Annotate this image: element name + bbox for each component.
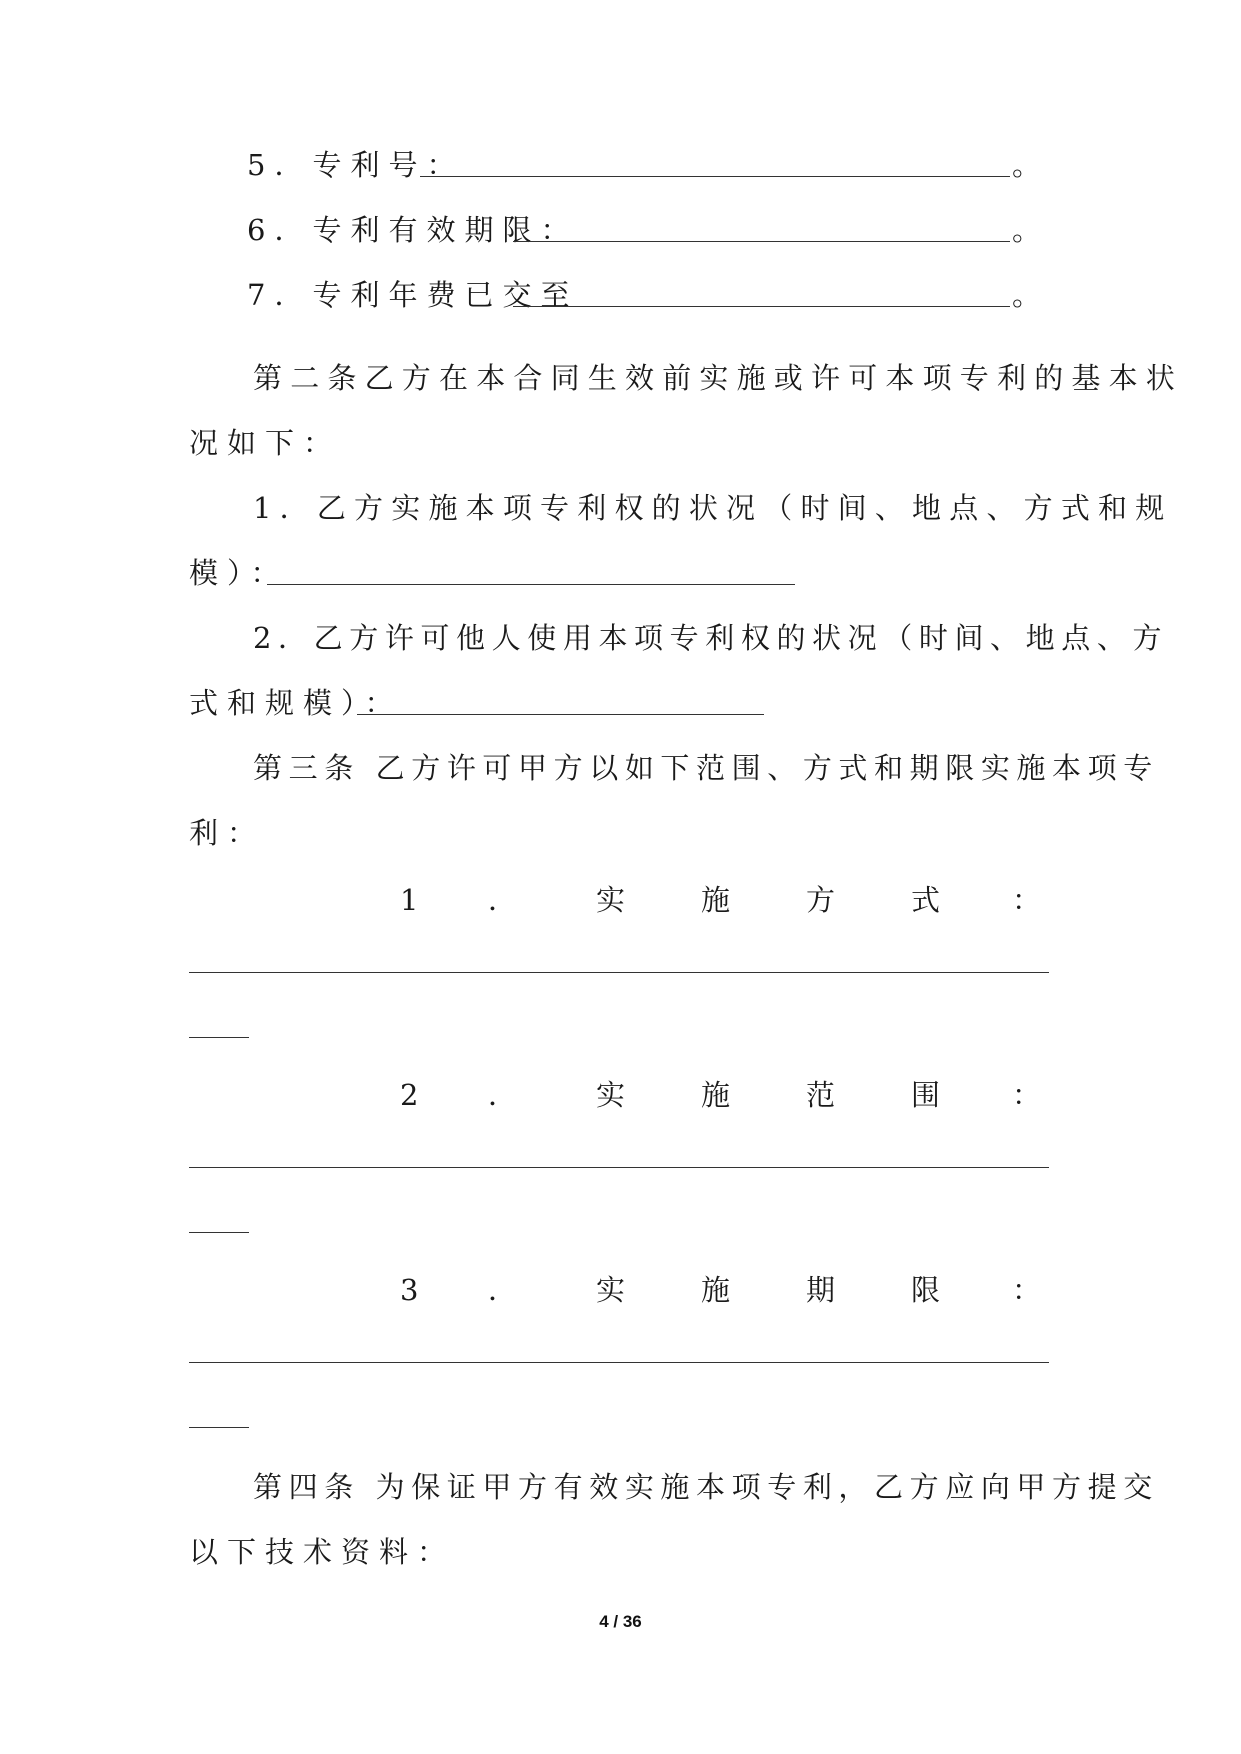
fill-in-blank [513, 306, 1010, 307]
item-dot: ． [488, 883, 518, 917]
fill-in-rule [189, 1362, 1049, 1363]
fill-in-rule-end [189, 1427, 249, 1428]
item-char: 施 [701, 1273, 731, 1307]
item-char: 范 [806, 1078, 836, 1112]
item-char: 限 [911, 1273, 941, 1307]
paragraph-text: 以下技术资料： [189, 1535, 456, 1569]
paragraph-text: 第四条 为保证甲方有效实施本项专利，乙方应向甲方提交 [253, 1470, 1159, 1504]
fill-in-blank [267, 584, 795, 585]
item-dot: ． [488, 1273, 518, 1307]
paragraph-text: 况如下： [189, 426, 342, 460]
item-end-mark: 。 [1012, 213, 1042, 247]
fill-in-rule [189, 1167, 1049, 1168]
paragraph-text: 2．乙方许可他人使用本项专利权的状况（时间、地点、方 [253, 621, 1169, 655]
fill-in-blank [513, 241, 1010, 242]
paragraph-text: 模）： [189, 556, 289, 590]
item-label: 7．专利年费已交至 [247, 278, 579, 312]
page-number: 4 / 36 [599, 1612, 642, 1631]
item-char: 施 [701, 1078, 731, 1112]
item-number: 2 [400, 1078, 419, 1112]
item-char: 施 [701, 883, 731, 917]
fill-in-rule-end [189, 1232, 249, 1233]
item-char: 方 [806, 883, 836, 917]
paragraph-text: 第二条乙方在本合同生效前实施或许可本项专利的基本状 [253, 361, 1184, 395]
paragraph-text: 1．乙方实施本项专利权的状况（时间、地点、方式和规 [253, 491, 1173, 525]
fill-in-blank [420, 176, 1010, 177]
item-number: 1 [400, 883, 419, 917]
item-colon: ： [1012, 883, 1042, 917]
fill-in-rule [189, 972, 1049, 973]
item-colon: ： [1012, 1273, 1042, 1307]
item-char: 实 [596, 883, 626, 917]
item-char: 实 [596, 1273, 626, 1307]
item-end-mark: 。 [1012, 148, 1042, 182]
paragraph-text: 第三条 乙方许可甲方以如下范围、方式和期限实施本项专 [253, 751, 1159, 785]
item-dot: ． [488, 1078, 518, 1112]
item-number: 3 [400, 1273, 419, 1307]
paragraph-text: 利： [189, 816, 266, 850]
fill-in-blank [357, 714, 764, 715]
item-char: 式 [911, 883, 941, 917]
paragraph-text: 式和规模）： [189, 686, 403, 720]
fill-in-rule-end [189, 1037, 249, 1038]
item-colon: ： [1012, 1078, 1042, 1112]
item-end-mark: 。 [1012, 278, 1042, 312]
item-char: 期 [806, 1273, 836, 1307]
item-label: 5．专利号： [247, 148, 465, 182]
item-label: 6．专利有效期限： [247, 213, 579, 247]
item-char: 实 [596, 1078, 626, 1112]
item-char: 围 [911, 1078, 941, 1112]
